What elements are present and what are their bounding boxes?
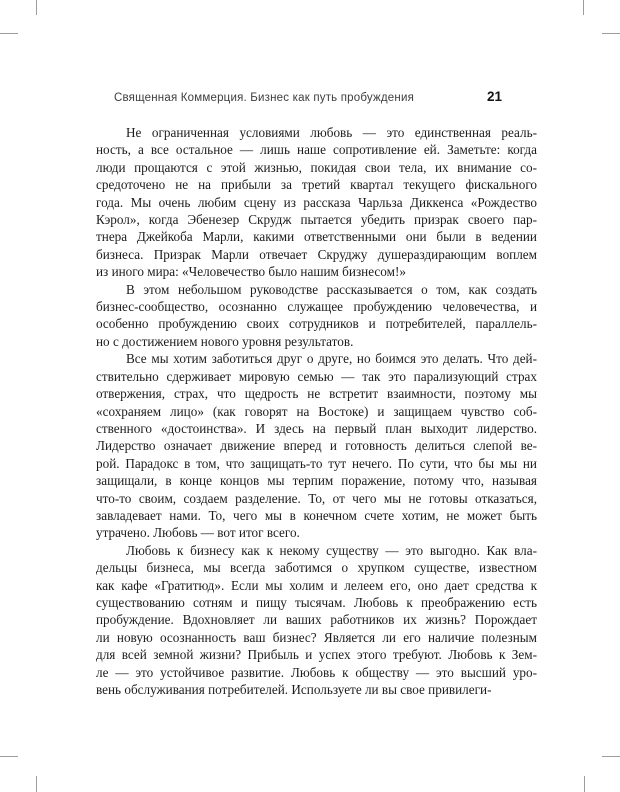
- body-text: [96, 124, 537, 698]
- text-line: люди прощаются с этой жизнью, покидая свои тела, их внимание со-: [96, 159, 537, 175]
- text-line: Все мы хотим заботиться друг о друге, но боимся это делать. Что дей-: [126, 351, 537, 367]
- paragraph: [96, 542, 537, 699]
- text-line: существованию сотням и пищу тысячам. Любовь к преображению есть: [96, 594, 537, 610]
- paragraph: [96, 281, 537, 351]
- text-line: ность, а все остальное — лишь наше сопротивление ей. Заметьте: когда: [96, 142, 537, 158]
- text-line: Любовь к бизнесу как к некому существу — это выгодно. Как вла-: [126, 542, 537, 558]
- text-line: вень обслуживания потребителей. Используете ли вы свое привилеги-: [96, 682, 492, 697]
- text-line: Не ограниченная условиями любовь — это единственная реаль-: [126, 125, 537, 140]
- text-line: рой. Парадокс в том, что защищать-то тут нечего. По сути, что бы мы ни: [96, 455, 537, 471]
- text-line: ственного «достоинства». И здесь на первый план выходит лидерство.: [96, 420, 537, 436]
- text-line: В этом небольшом руководстве рассказывается о том, как создать: [126, 281, 537, 297]
- crop-mark-bottom-right-vertical: [584, 776, 585, 792]
- text-line: из иного мира: «Человечество было нашим бизнесом!»: [96, 264, 406, 280]
- text-line: пробуждение. Вдохновляет ли ваших работников их жизнь? Порождает: [96, 612, 537, 628]
- text-line: защищали, в конце концов мы терпим поражение, потому что, называя: [96, 473, 537, 489]
- text-line: ле — это устойчивое развитие. Любовь к обществу — это высший уро-: [96, 664, 537, 680]
- page-number: 21: [486, 89, 502, 104]
- text-line: для всей земной жизни? Прибыль и успех этого требуют. Любовь к Зем-: [96, 647, 537, 663]
- text-line: средоточено не на прибыли за третий квартал текущего фискального: [96, 177, 537, 193]
- text-line: утрачено. Любовь — вот итог всего.: [96, 525, 300, 541]
- text-line: тнера Джейкоба Марли, какими ответственными они были в ведении: [96, 229, 537, 245]
- text-line: года. Мы очень любим сцену из рассказа Чарльза Диккенса «Рождество: [96, 194, 537, 210]
- crop-mark-top-right-vertical: [583, 0, 584, 15]
- text-line: ли новую осознанность ваш бизнес? Является ли его наличие полезным: [96, 629, 537, 645]
- crop-mark-top-left-vertical: [36, 0, 37, 15]
- running-title: Священная Коммерция. Бизнес как путь пробуждения: [114, 92, 414, 104]
- text-line: бизнеса. Призрак Марли отвечает Скруджу душераздирающим воплем: [96, 246, 537, 262]
- text-line: «сохраняем лицо» (как говорят на Востоке) и защищаем чувство соб-: [96, 403, 537, 419]
- text-line: ствительно сдерживает мировую семью — так это парализующий страх: [96, 368, 537, 384]
- crop-mark-bottom-left-vertical: [36, 776, 37, 792]
- crop-mark-bottom-left-horizontal: [0, 756, 18, 757]
- crop-mark-top-right-horizontal: [602, 33, 620, 34]
- crop-mark-bottom-right-horizontal: [602, 756, 620, 757]
- text-line: бизнес-сообщество, осознанно служащее пробуждению человечества, и: [96, 299, 537, 315]
- text-line: Лидерство означает движение вперед и готовность делиться слепой ве-: [96, 438, 537, 454]
- crop-mark-top-left-horizontal: [0, 33, 18, 34]
- text-line: как кафе «Гратитюд». Если мы холим и лелеем его, оно дает средства к: [96, 577, 537, 593]
- text-line: но с достижением нового уровня результатов.: [96, 333, 354, 349]
- paragraph: [96, 124, 537, 281]
- text-line: особенно пробуждению своих сотрудников и потребителей, параллель-: [96, 316, 537, 332]
- text-line: завладевает нами. То, чего мы в конечном счете хотим, не может быть: [96, 507, 537, 523]
- text-line: отвержения, страх, что щедрость не встретит взаимности, поэтому мы: [96, 386, 537, 402]
- text-line: что-то своим, создаем разделение. То, от чего мы не готовы отказаться,: [96, 490, 537, 506]
- text-line: дельцы бизнеса, мы всегда заботимся о хрупком существе, известном: [96, 560, 537, 576]
- text-line: Кэрол», когда Эбенезер Скрудж пытается убедить призрак своего пар-: [96, 212, 537, 228]
- paragraph: [96, 350, 537, 541]
